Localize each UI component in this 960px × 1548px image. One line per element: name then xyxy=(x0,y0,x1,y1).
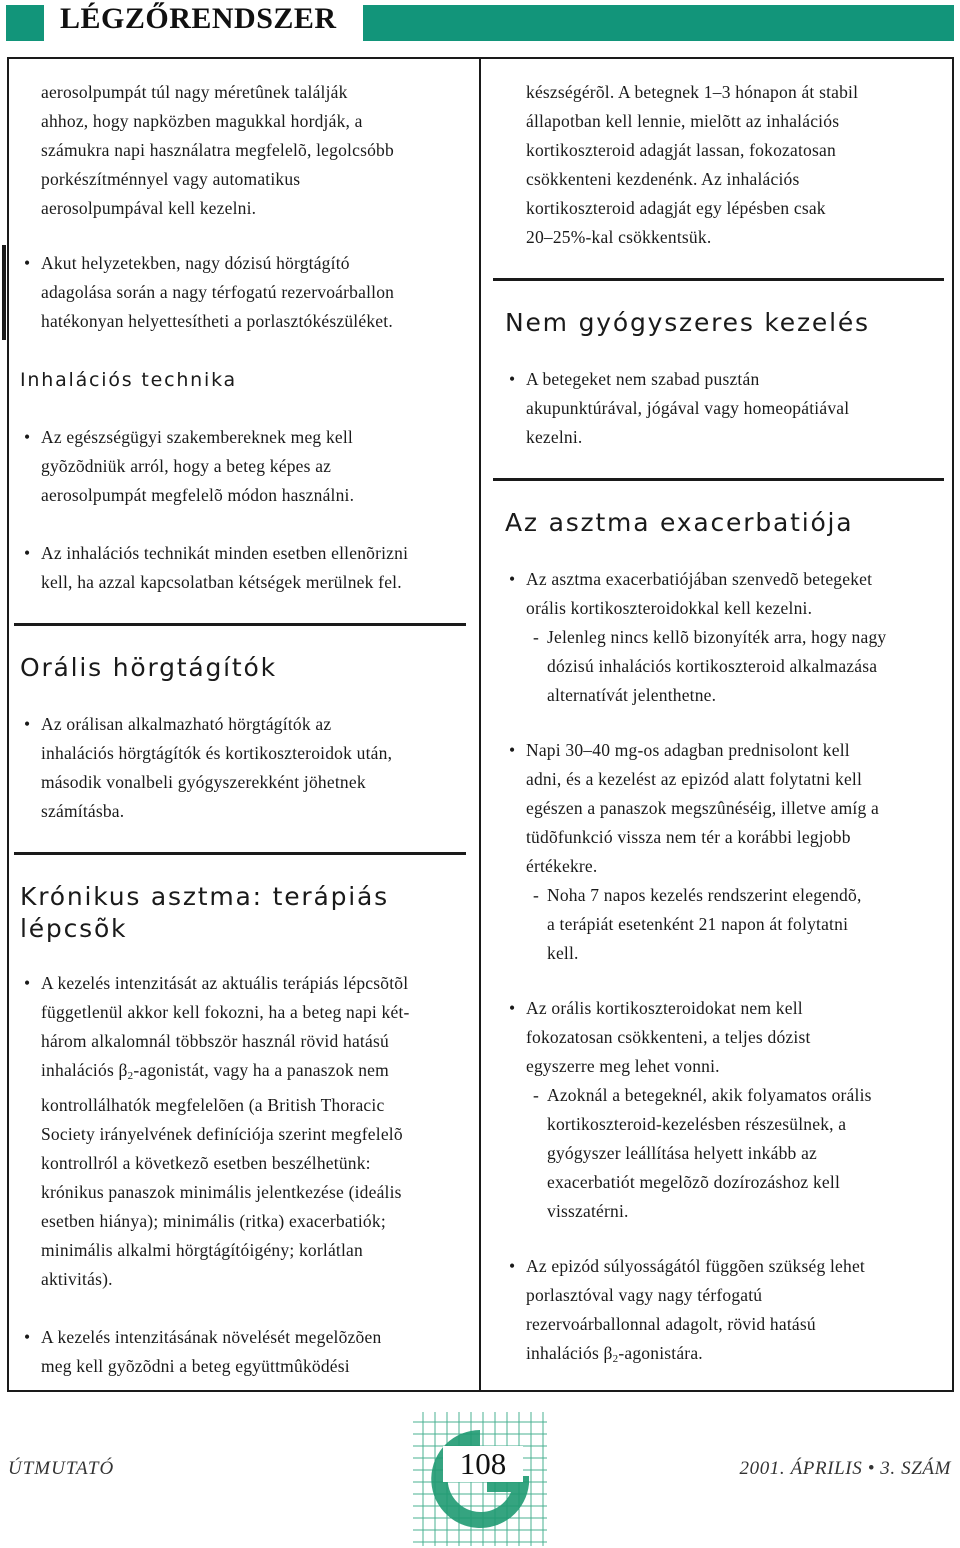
text-line: kezelni. xyxy=(526,427,583,447)
heading-line: lépcsõk xyxy=(20,914,128,943)
bullet-dot: • xyxy=(24,973,31,993)
bullet-compliance-check xyxy=(20,1323,470,1381)
intro-paragraph xyxy=(20,78,470,223)
text-line: három alkalomnál többször használ rövid hatású xyxy=(41,1031,389,1051)
text-line: Az egészségügyi szakembereknek meg kell xyxy=(41,427,353,447)
bullet-alternative-therapy xyxy=(505,365,945,452)
bullet-no-tapering xyxy=(505,994,945,1081)
heading-inhalation-technique: Inhalációs technika xyxy=(20,369,238,391)
dash-mark: - xyxy=(533,885,540,905)
bullet-dot: • xyxy=(509,569,516,589)
text-line: függetlenül akkor kell fokozni, ha a beteg napi két- xyxy=(41,1002,410,1022)
text-line: porlasztóval vagy nagy térfogatú xyxy=(526,1285,763,1305)
text-line: dózisú inhalációs kortikoszteroid alkalmazása xyxy=(547,656,878,676)
heading-chronic-asthma-steps xyxy=(20,881,470,945)
bullet-nebulizer-beta-agonist xyxy=(505,1252,945,1374)
text-line: Azoknál a betegeknél, akik folyamatos orális xyxy=(547,1085,872,1105)
text-line: a terápiát esetenként 21 napon át folytatni xyxy=(547,914,849,934)
bullet-dot: • xyxy=(24,253,31,273)
text-line: orális kortikoszteroidokkal kell kezelni. xyxy=(526,598,813,618)
dash-item-no-evidence xyxy=(505,623,945,710)
dash-mark: - xyxy=(533,1085,540,1105)
bullet-dot: • xyxy=(24,543,31,563)
text-line: ahhoz, hogy napközben magukkal hordják, a xyxy=(41,111,363,131)
bullet-text xyxy=(41,423,470,510)
text-line: visszatérni. xyxy=(547,1201,629,1221)
text-line: gyõzõdniük arról, hogy a beteg képes az xyxy=(41,456,332,476)
bullet-text xyxy=(526,1252,945,1339)
text-line: Napi 30–40 mg-os adagban prednisolont kell xyxy=(526,740,850,760)
text-line: értékekre. xyxy=(526,856,598,876)
text-line: tüdõfunkció vissza nem tér a korábbi legjobb xyxy=(526,827,851,847)
continuation-paragraph xyxy=(505,78,945,252)
bullet-prednisolone-dose xyxy=(505,736,945,881)
text-line: A kezelés intenzitásának növelését megelõzõen xyxy=(41,1327,382,1347)
header-accent-bar-right xyxy=(363,5,954,41)
bullet-text xyxy=(41,249,470,336)
text-line: Society irányelvének definíciója szerint megfelelõ xyxy=(41,1124,403,1144)
bullet-text xyxy=(41,1091,470,1294)
dash-text xyxy=(547,1081,945,1226)
bullet-inhalation-check-ability xyxy=(20,423,470,510)
text-line: aerosolpumpával kell kezelni. xyxy=(41,198,257,218)
bullet-dot: • xyxy=(24,427,31,447)
bullet-text xyxy=(41,969,470,1056)
bullet-oral-corticosteroids xyxy=(505,565,945,623)
text-line: kontrollálhatók megfelelõen (a British Thoracic xyxy=(41,1095,385,1115)
bullet-text xyxy=(526,994,945,1081)
text-line: hatékonyan helyettesítheti a porlasztókészüléket. xyxy=(41,311,393,331)
heading-asthma-exacerbation: Az asztma exacerbatiója xyxy=(505,508,854,537)
bullet-text xyxy=(526,565,945,623)
bullet-text xyxy=(41,710,470,826)
text-line: Az inhalációs technikát minden esetben ellenõrizni xyxy=(41,543,409,563)
text-line: inhalációs hörgtágítók és kortikoszteroidok után, xyxy=(41,743,393,763)
text-line: kell, ha azzal kapcsolatban kétségek merülnek fel. xyxy=(41,572,402,592)
text-line: állapotban kell lennie, mielõtt az inhalációs xyxy=(526,111,840,131)
text-line: minimális alkalmi hörgtágítóigény; korlátlan xyxy=(41,1240,363,1260)
margin-change-bar xyxy=(2,245,6,340)
text-line: exacerbatiót megelõzõ dozírozáshoz kell xyxy=(547,1172,841,1192)
text-line: krónikus panaszok minimális jelentkezése (ideális xyxy=(41,1182,402,1202)
text-line: porkészítménnyel vagy automatikus xyxy=(41,169,301,189)
text-line: Az orális kortikoszteroidokat nem kell xyxy=(526,998,803,1018)
left-column xyxy=(20,78,470,1381)
text-line: A betegeket nem szabad pusztán xyxy=(526,369,760,389)
dash-item-duration xyxy=(505,881,945,968)
text-line: rezervoárballonnal adagolt, rövid hatású xyxy=(526,1314,816,1334)
text-line: kortikoszteroid adagját lassan, fokozatosan xyxy=(526,140,836,160)
bullet-text xyxy=(41,539,470,597)
text-line: Az orálisan alkalmazható hörgtágítók az xyxy=(41,714,332,734)
bullet-dot: • xyxy=(24,714,31,734)
bullet-dot: • xyxy=(509,1256,516,1276)
bullet-text xyxy=(526,736,945,881)
text-line: 20–25%-kal csökkentsük. xyxy=(526,227,712,247)
column-divider xyxy=(479,57,481,1392)
text-line: kortikoszteroid adagját egy lépésben csak xyxy=(526,198,826,218)
bullet-text xyxy=(41,1323,470,1381)
text-line: adni, és a kezelést az epizód alatt folytatni kell xyxy=(526,769,863,789)
text-line: Az epizód súlyosságától függõen szükség lehet xyxy=(526,1256,865,1276)
dash-mark: - xyxy=(533,627,540,647)
text-line: adagolása során a nagy térfogatú rezervoárballon xyxy=(41,282,395,302)
header-accent-bar-left xyxy=(6,5,44,41)
bullet-dot: • xyxy=(509,369,516,389)
text-line: számításba. xyxy=(41,801,125,821)
bullet-intensify-treatment xyxy=(20,969,470,1294)
page-section-title: LÉGZŐRENDSZER xyxy=(60,2,337,35)
text-line: kell. xyxy=(547,943,579,963)
text-line: kortikoszteroid-kezelésben részesülnek, a xyxy=(547,1114,847,1134)
bullet-dot: • xyxy=(509,740,516,760)
page-number: 108 xyxy=(443,1446,523,1482)
text-line: második vonalbeli gyógyszerekként jöhetnek xyxy=(41,772,366,792)
bullet-text xyxy=(526,365,945,452)
heading-line: Krónikus asztma: terápiás xyxy=(20,882,389,911)
text-line: aktivitás). xyxy=(41,1269,113,1289)
footer-issue-date: 2001. ÁPRILIS • 3. SZÁM xyxy=(739,1458,951,1479)
text-line: Jelenleg nincs kellõ bizonyíték arra, hogy nagy xyxy=(547,627,887,647)
bullet-dot: • xyxy=(509,998,516,1018)
text-line: meg kell gyõzõdni a beteg együttmûködési xyxy=(41,1356,350,1376)
text-line: gyógyszer leállítása helyett inkább az xyxy=(547,1143,817,1163)
text-line: aerosolpumpát megfelelõ módon használni. xyxy=(41,485,355,505)
text-line: készségérõl. A betegnek 1–3 hónapon át stabil xyxy=(526,82,859,102)
text-line: A kezelés intenzitását az aktuális terápiás lépcsõtõl xyxy=(41,973,409,993)
text-line: egyszerre meg lehet vonni. xyxy=(526,1056,720,1076)
right-column xyxy=(505,78,945,1374)
bullet-nebulizer xyxy=(20,249,470,336)
bullet-dot: • xyxy=(24,1327,31,1347)
text-line: aerosolpumpát túl nagy méretûnek találják xyxy=(41,82,348,102)
dash-text xyxy=(547,623,945,710)
dash-text xyxy=(547,881,945,968)
text-line: Az asztma exacerbatiójában szenvedõ betegeket xyxy=(526,569,873,589)
text-line: esetben hiánya); minimális (ritka) exacerbatiók; xyxy=(41,1211,386,1231)
beta-agonist-line: inhalációs $\beta_2$-agonistát, vagy ha a panaszok nem xyxy=(41,1060,389,1082)
text-line: akupunktúrával, jógával vagy homeopátiával xyxy=(526,398,850,418)
bullet-inhalation-verify xyxy=(20,539,470,597)
heading-non-drug-treatment: Nem gyógyszeres kezelés xyxy=(505,308,870,337)
text-line: fokozatosan csökkenteni, a teljes dózist xyxy=(526,1027,811,1047)
heading-oral-bronchodilators: Orális hörgtágítók xyxy=(20,653,277,682)
dash-item-continuous-therapy xyxy=(505,1081,945,1226)
text-line: Noha 7 napos kezelés rendszerint elegendõ, xyxy=(547,885,862,905)
footer-publication-name: ÚTMUTATÓ xyxy=(8,1458,115,1479)
text-line: alternatívát jelenthetne. xyxy=(547,685,717,705)
text-line: számukra napi használatra megfelelõ, legolcsóbb xyxy=(41,140,394,160)
beta-agonist-line: inhalációs $\beta_2$-agonistára. xyxy=(526,1343,703,1365)
text-line: csökkenteni kezdenénk. Az inhalációs xyxy=(526,169,800,189)
text-line: egészen a panaszok megszûnéséig, illetve amíg a xyxy=(526,798,879,818)
text-line: Akut helyzetekben, nagy dózisú hörgtágító xyxy=(41,253,350,273)
bullet-oral-second-line xyxy=(20,710,470,826)
text-line: kontrollról a következõ esetben beszélhetünk: xyxy=(41,1153,371,1173)
